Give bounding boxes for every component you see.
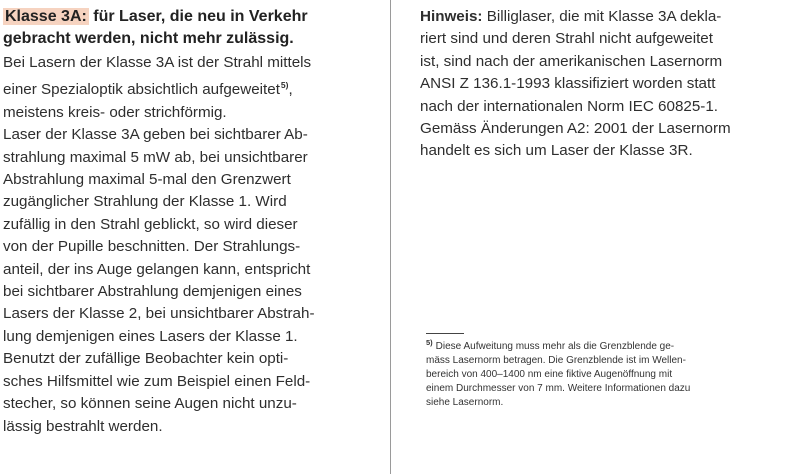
paragraph-line: Bei Lasern der Klasse 3A ist der Strahl mittels [3,54,312,71]
paragraph-line: stecher, so können seine Augen nicht unzu- [3,395,297,413]
note-line: ist, sind nach der amerikanischen Lasernorm [420,52,723,70]
paragraph-line: einer Spezialoptik absichtlich aufgeweitet [3,81,280,99]
footnote-line: mäss Lasernorm betragen. Die Grenzblende ist im Wellen- [426,355,686,366]
paragraph-details [3,124,373,438]
paragraph-intro [3,52,373,124]
note-line: Billiglaser, die mit Klasse 3A dekla- [486,8,722,25]
paragraph-line: bei sichtbarer Abstrahlung demjenigen eines [3,283,302,301]
paragraph-line: Abstrahlung maximal 5-mal den Grenzwert [3,171,291,189]
footnote-line: einem Durchmesser von 7 mm. Weitere Informationen dazu [426,383,691,394]
paragraph-line: sches Hilfsmittel wie zum Beispiel einen Feld- [3,372,311,390]
paragraph-line-tail: , [288,81,293,99]
footnote-reference[interactable]: 5) [280,80,289,91]
note-line: nach der internationalen Norm IEC 60825-1. [420,97,719,115]
heading-line-2: gebracht werden, nicht mehr zulässig. [3,30,294,47]
note-paragraph [420,6,782,163]
left-column [3,6,373,438]
paragraph-line: strahlung maximal 5 mW ab, bei unsichtbarer [3,148,308,166]
note-line: riert sind und deren Strahl nicht aufgeweitet [420,30,713,48]
note-line: ANSI Z 136.1-1993 klassifiziert worden statt [420,75,716,93]
paragraph-line: Laser der Klasse 3A geben bei sichtbarer Ab- [3,126,308,144]
heading-class-label: Klasse 3A: [5,8,87,25]
paragraph-line: lung demjenigen eines Lasers der Klasse 1. [3,327,298,345]
paragraph-line: Benutzt der zufällige Beobachter kein opti- [3,350,289,368]
paragraph-line: meistens kreis- oder strichförmig. [3,103,227,121]
note-line: Gemäss Änderungen A2: 2001 der Lasernorm [420,120,731,138]
footnote-separator [426,333,464,334]
heading-line-1: für Laser, die neu in Verkehr [93,8,308,25]
footnote [426,336,776,410]
column-divider [390,0,391,474]
paragraph-line: zugänglicher Strahlung der Klasse 1. Wird [3,193,287,211]
footnote-line: Diese Aufweitung muss mehr als die Grenzblende ge- [435,341,675,352]
note-label: Hinweis: [420,8,483,25]
right-column [420,6,782,163]
paragraph-line: anteil, der ins Auge gelangen kann, entspricht [3,260,311,278]
paragraph-line: von der Pupille beschnitten. Der Strahlungs- [3,238,301,256]
footnote-mark: 5) [426,338,433,347]
footnote-line: siehe Lasernorm. [426,397,504,408]
paragraph-line: lässig bestrahlt werden. [3,417,163,435]
section-heading [3,6,373,50]
footnote-line: bereich von 400–1400 nm eine fiktive Augenöffnung mit [426,369,673,380]
paragraph-line: Lasers der Klasse 2, bei unsichtbarer Abstrah- [3,305,315,323]
note-line: handelt es sich um Laser der Klasse 3R. [420,142,693,160]
paragraph-line: zufällig in den Strahl geblickt, so wird dieser [3,215,298,233]
